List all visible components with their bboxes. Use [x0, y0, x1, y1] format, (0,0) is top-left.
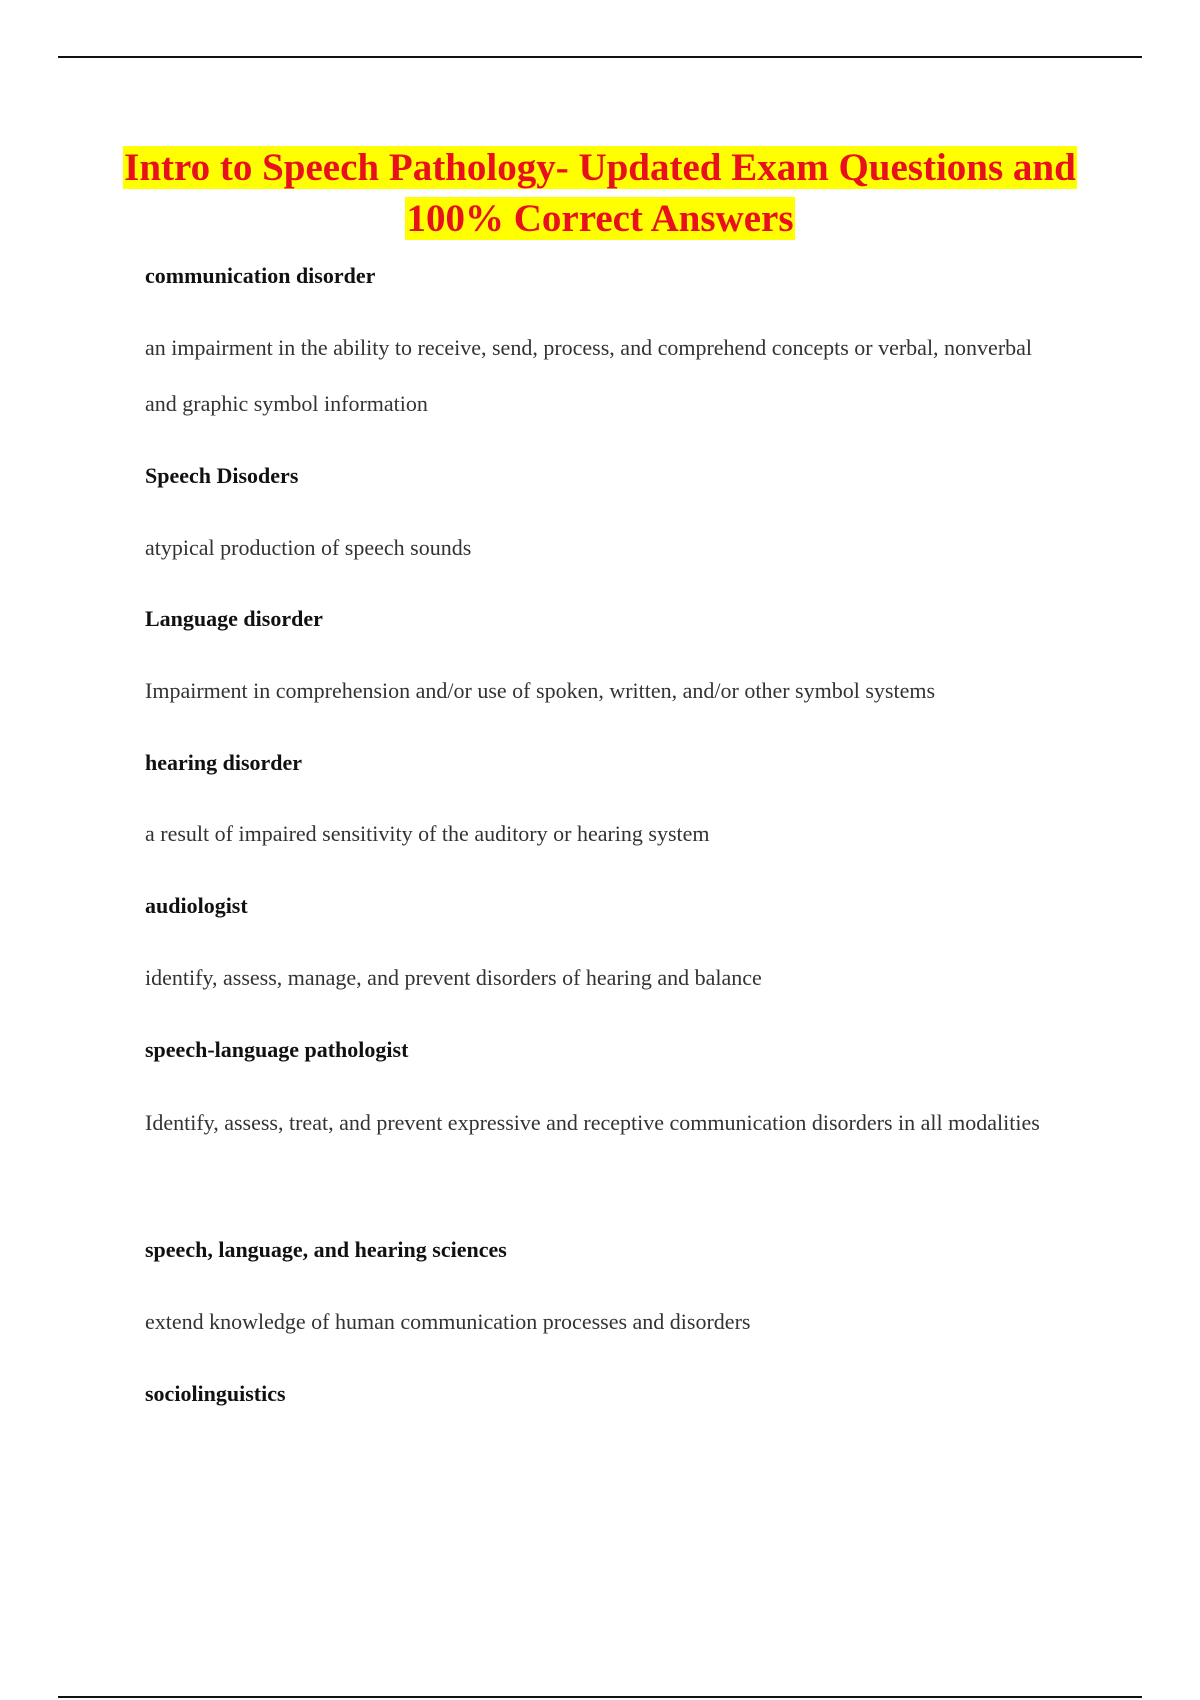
term-sociolinguistics: sociolinguistics	[145, 1381, 286, 1406]
definition-speech-language-hearing-sciences: extend knowledge of human communication processes and disorders	[145, 1309, 751, 1334]
footer-rule	[58, 1696, 1142, 1698]
term-speech-disorders: Speech Disoders	[145, 463, 299, 488]
term-speech-language-pathologist: speech-language pathologist	[145, 1037, 409, 1062]
term-communication-disorder: communication disorder	[145, 263, 376, 288]
definition-audiologist: identify, assess, manage, and prevent disorders of hearing and balance	[145, 965, 762, 990]
term-language-disorder: Language disorder	[145, 606, 323, 631]
definition-speech-language-pathologist: Identify, assess, treat, and prevent expressive and receptive communication disorders in all modalities	[145, 1110, 1040, 1135]
term-hearing-disorder: hearing disorder	[145, 750, 303, 775]
term-audiologist: audiologist	[145, 893, 248, 918]
definition-communication-disorder: an impairment in the ability to receive, send, process, and comprehend concepts or verbal, nonverbal and graphic symbol information	[145, 335, 1033, 416]
definition-language-disorder: Impairment in comprehension and/or use of spoken, written, and/or other symbol systems	[145, 678, 936, 703]
term-speech-language-hearing-sciences: speech, language, and hearing sciences	[145, 1237, 507, 1262]
definition-speech-disorders: atypical production of speech sounds	[145, 535, 472, 560]
document-title-text: Intro to Speech Pathology- Updated Exam Questions and 100% Correct Answers	[124, 146, 1076, 240]
definition-hearing-disorder: a result of impaired sensitivity of the auditory or hearing system	[145, 821, 710, 846]
